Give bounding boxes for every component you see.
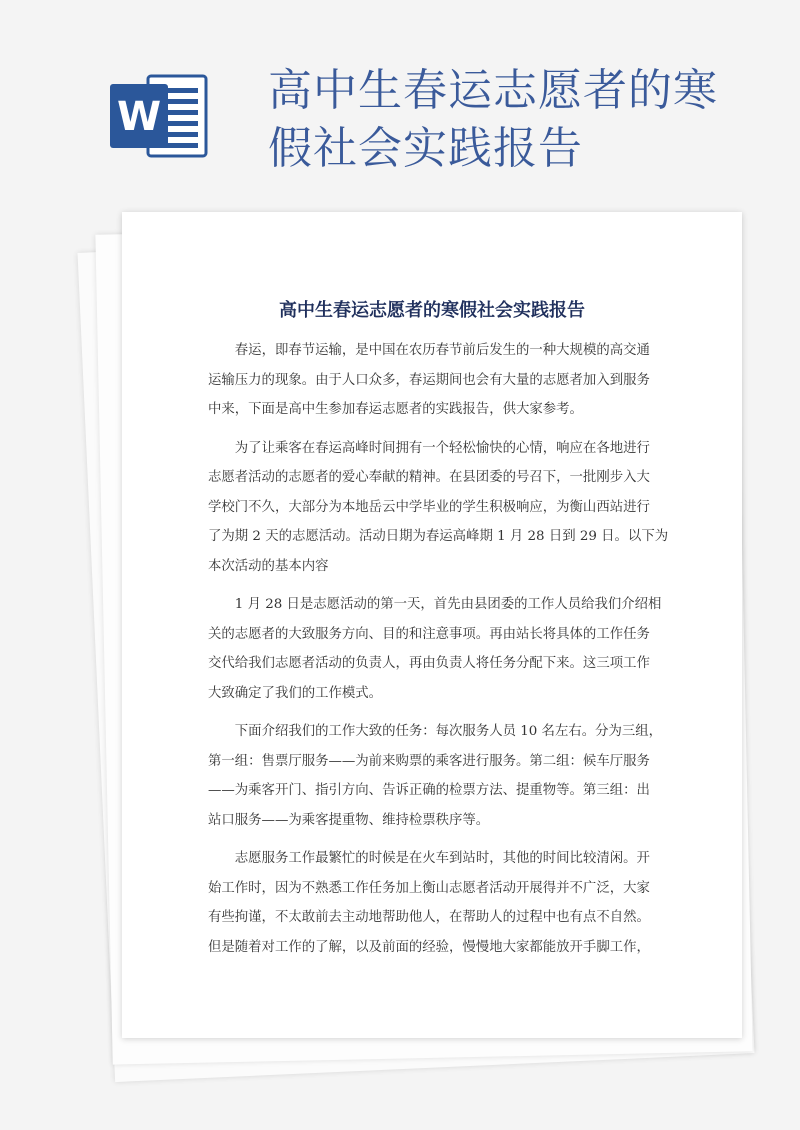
paragraph-line: ——为乘客开门、指引方向、告诉正确的检票方法、提重物等。第三组：出 (208, 783, 650, 798)
paragraph-line: 站口服务——为乘客提重物、维持检票秩序等。 (208, 812, 490, 828)
paragraph-line: 关的志愿者的大致服务方向、目的和注意事项。再由站长将具体的工作任务 (208, 626, 650, 642)
word-icon (110, 70, 208, 162)
paragraph-line: 第一组：售票厅服务——为前来购票的乘客进行服务。第二组：候车厅服务 (208, 753, 650, 769)
page-title-line-2: 假社会实践报告 (268, 123, 583, 174)
paragraph-line: 下面介绍我们的工作大致的任务：每次服务人员 10 名左右。分为三组， (234, 724, 663, 739)
paragraph-line: 始工作时，因为不熟悉工作任务加上衡山志愿者活动开展得并不广泛，大家 (208, 880, 650, 896)
paragraph-line: 中来，下面是高中生参加春运志愿者的实践报告，供大家参考。 (208, 402, 583, 417)
document-body (208, 336, 669, 971)
paragraph-2 (208, 434, 669, 582)
paragraph-line: 但是随着对工作的了解，以及前面的经验，慢慢地大家都能放开手脚工作， (208, 939, 650, 955)
paragraph-line: 春运，即春节运输，是中国在农历春节前后发生的一种大规模的高交通 (234, 343, 650, 358)
paragraph-line: 1 月 28 日是志愿活动的第一天，首先由县团委的工作人员给我们介绍相 (234, 597, 662, 612)
paragraph-line: 学校门不久，大部分为本地岳云中学毕业的学生积极响应，为衡山西站进行 (208, 499, 650, 515)
paragraph-line: 了为期 2 天的志愿活动。活动日期为春运高峰期 1 月 28 日到 29 日。以下为 (208, 529, 669, 544)
document-page (122, 212, 742, 1038)
paragraph-line: 大致确定了我们的工作模式。 (208, 685, 383, 701)
paragraph-3 (208, 590, 662, 708)
paragraph-line: 运输压力的现象。由于人口众多，春运期间也会有大量的志愿者加入到服务 (208, 372, 650, 388)
paragraph-5 (208, 844, 650, 962)
paragraph-line: 交代给我们志愿者活动的负责人，再由负责人将任务分配下来。这三项工作 (208, 656, 650, 671)
paragraph-line: 为了让乘客在春运高峰时间拥有一个轻松愉快的心情，响应在各地进行 (234, 440, 650, 456)
paragraph-4 (208, 717, 663, 835)
paragraph-line: 本次活动的基本内容 (208, 558, 329, 574)
page-title-line-1: 高中生春运志愿者的寒 (268, 65, 718, 116)
paragraph-1 (208, 336, 650, 425)
document-title: 高中生春运志愿者的寒假社会实践报告 (279, 300, 585, 321)
paragraph-line: 有些拘谨，不太敢前去主动地帮助他人，在帮助人的过程中也有点不自然。 (208, 910, 650, 925)
page-title (268, 62, 738, 178)
word-logo-letter: W (116, 94, 162, 140)
paragraph-line: 志愿服务工作最繁忙的时候是在火车到站时，其他的时间比较清闲。开 (234, 851, 650, 866)
paragraph-line: 志愿者活动的志愿者的爱心奉献的精神。在县团委的号召下，一批刚步入大 (208, 470, 650, 485)
